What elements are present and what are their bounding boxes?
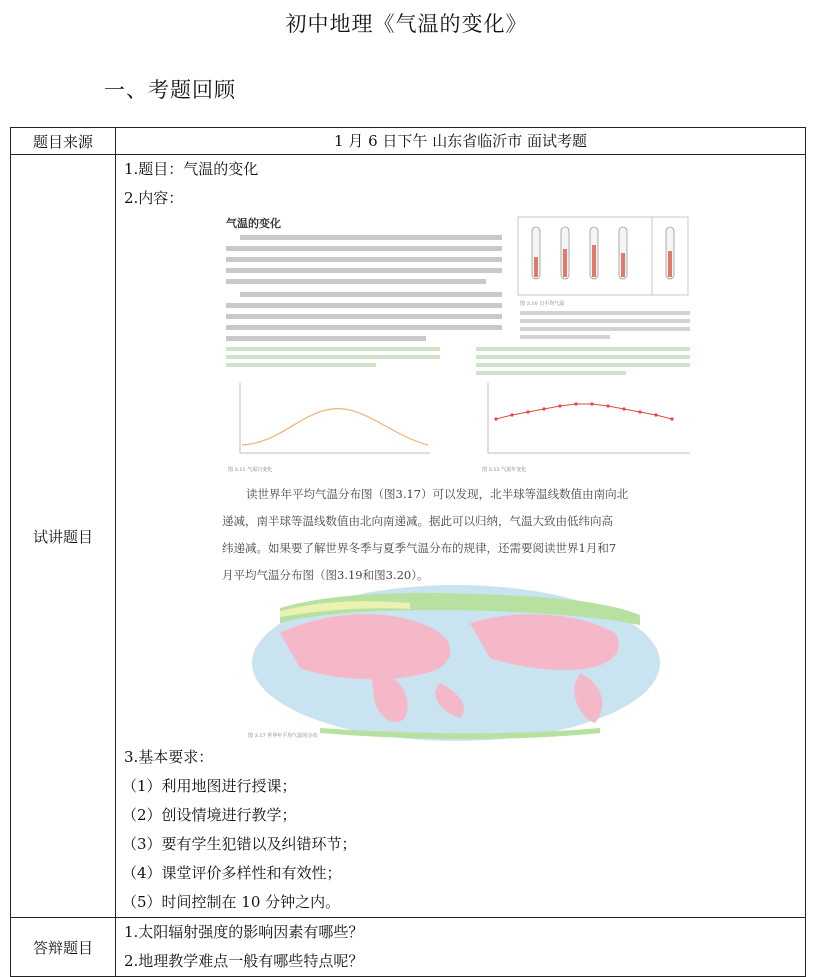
thermometer-3	[590, 227, 598, 279]
section-heading: 一、考题回顾	[104, 78, 236, 102]
blurred-text-block	[226, 235, 502, 341]
fig-3-12-caption: 图 3.12 气温年变化	[482, 467, 527, 473]
trial-row	[11, 155, 806, 918]
figure-heading: 气温的变化	[226, 217, 281, 230]
content-label: 2.内容：	[124, 189, 184, 207]
requirement-1: （1）利用地图进行授课；	[122, 777, 297, 795]
requirement-4: （4）课堂评价多样性和有效性；	[122, 864, 342, 882]
textbook-page-image	[220, 213, 700, 743]
daily-temperature-curve	[242, 409, 428, 445]
exam-table	[10, 127, 806, 977]
fig-3-10-caption: 图 3.10 日平均气温	[520, 301, 565, 307]
defense-question-2: 2.地理教学难点一般有哪些特点呢？	[124, 952, 364, 970]
thermometer-4	[619, 227, 627, 279]
fig-3-17-caption: 图 3.17 世界年平均气温的分布	[248, 733, 318, 739]
paragraph-line-4: 月平均气温分布图（图3.19和图3.20）。	[222, 568, 429, 582]
source-label: 题目来源	[11, 128, 116, 155]
thermometer-panel	[518, 217, 688, 295]
trial-content	[116, 155, 806, 918]
source-row	[11, 128, 806, 155]
requirement-2: （2）创设情境进行教学；	[122, 806, 297, 824]
requirement-3: （3）要有学生犯错以及纠错环节；	[122, 835, 357, 853]
chart-notes	[226, 347, 690, 375]
daily-temperature-chart	[240, 383, 430, 453]
trial-label: 试讲题目	[11, 155, 116, 918]
annual-temperature-chart	[488, 383, 690, 453]
requirements-heading: 3.基本要求：	[124, 748, 214, 766]
defense-question-1: 1.太阳辐射强度的影响因素有哪些？	[124, 923, 364, 941]
paragraph-line-2: 递减，南半球等温线数值由北向南递减。据此可以归纳，气温大致由低纬向高	[222, 514, 613, 528]
thermometer-note	[520, 311, 690, 339]
document-title: 初中地理《气温的变化》	[285, 12, 528, 36]
topic-line: 1.题目：气温的变化	[124, 160, 259, 178]
fig-3-11-caption: 图 3.11 气温日变化	[228, 467, 273, 473]
defense-row	[11, 918, 806, 977]
paragraph-line-1: 读世界年平均气温分布图（图3.17）可以发现，北半球等温线数值由南向北	[246, 487, 629, 501]
thermometer-1	[532, 227, 540, 279]
defense-label: 答辩题目	[11, 918, 116, 977]
world-temperature-map	[252, 585, 660, 741]
defense-content	[116, 918, 806, 977]
source-value: 1 月 6 日下午 山东省临沂市 面试考题	[116, 128, 806, 155]
paragraph-line-3: 纬递减。如果要了解世界冬季与夏季气温分布的规律，还需要阅读世界1月和7	[222, 541, 617, 555]
textbook-figure	[116, 213, 805, 743]
annual-temperature-line	[496, 404, 672, 419]
requirement-5: （5）时间控制在 10 分钟之内。	[122, 893, 341, 911]
thermometer-average	[666, 227, 674, 279]
thermometer-2	[561, 227, 569, 279]
